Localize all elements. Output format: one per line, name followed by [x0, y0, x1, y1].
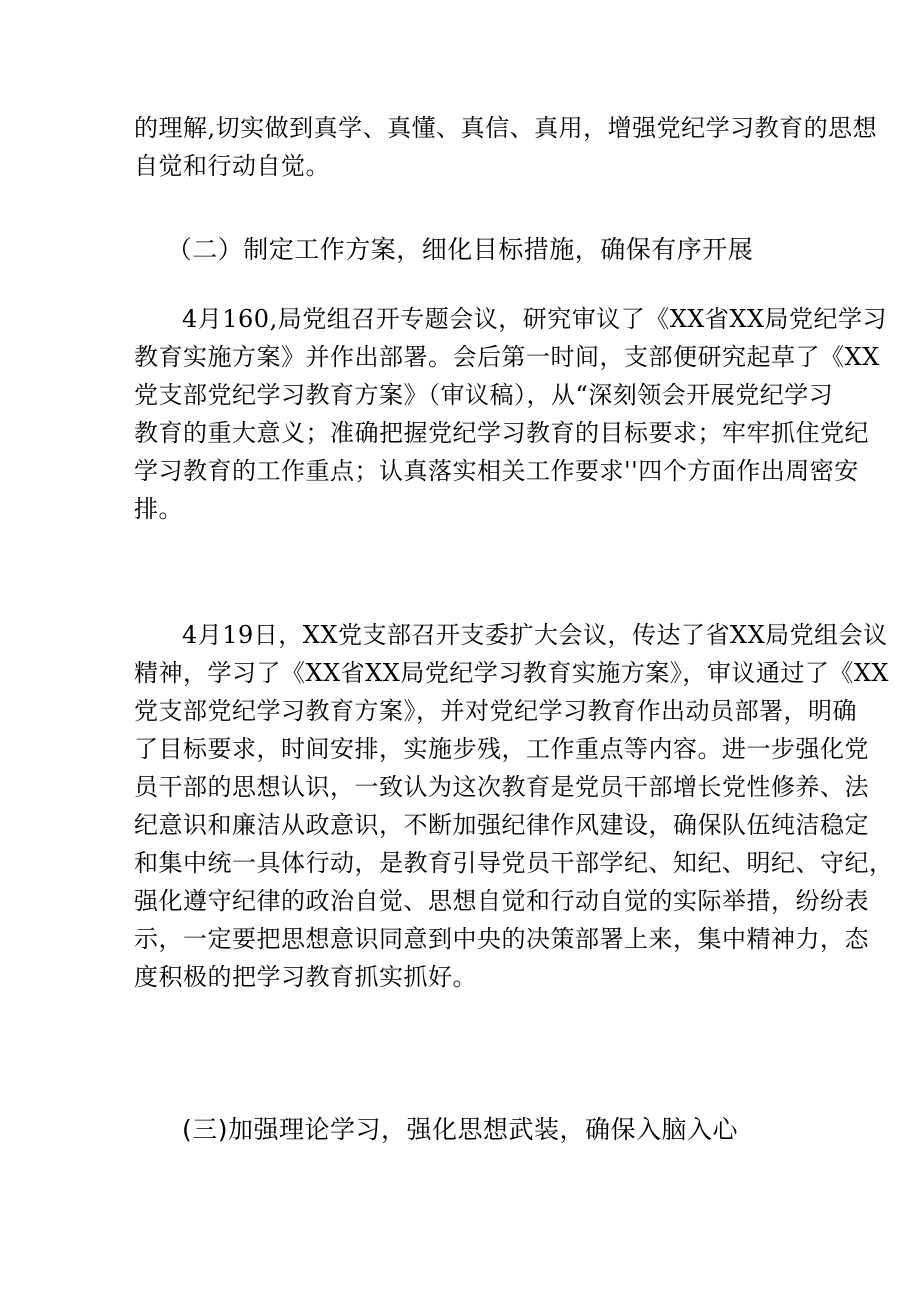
paragraph-line: 了目标要求，时间安排，实施步残，工作重点等内容。进一步强化党 [134, 735, 869, 763]
paragraph-line: 示，一定要把思想意识同意到中央的决策部署上来，集中精神力，态 [134, 925, 869, 953]
paragraph-line: 的理解,切实做到真学、真懂、真信、真用，增强党纪学习教育的思想 [134, 114, 878, 142]
paragraph-line: 4月160,局党组召开专题会议，研究审议了《XX省XX局党纪学习 [182, 305, 888, 333]
paragraph-line: 排。 [134, 495, 183, 523]
paragraph-line: 教育的重大意义；准确把握党纪学习教育的目标要求；牢牢抓住党纪 [134, 419, 869, 447]
section-heading-two: （二）制定工作方案，细化目标措施，确保有序开展 [166, 235, 754, 264]
paragraph-intro [134, 109, 878, 185]
paragraph-line: 强化遵守纪律的政治自觉、思想自觉和行动自觉的实际举措，纷纷表 [134, 887, 869, 915]
paragraph-line: 党支部党纪学习教育方案》，并对党纪学习教育作出动员部署，明确 [134, 697, 857, 725]
paragraph-line: 教育实施方案》并作出部署。会后第一时间，支部便研究起草了《XX [134, 343, 880, 371]
paragraph-meeting-april-19 [134, 616, 894, 996]
paragraph-line: 和集中统一具体行动，是教育引导党员干部学纪、知纪、明纪、守纪， [134, 849, 894, 877]
paragraph-line: 精神，学习了《XX省XX局党纪学习教育实施方案》，审议通过了《XX [134, 659, 890, 687]
paragraph-meeting-april-16 [134, 300, 888, 528]
paragraph-line: 度积极的把学习教育抓实抓好。 [134, 963, 477, 991]
paragraph-line: 员干部的思想认识，一致认为这次教育是党员干部增长党性修养、法 [134, 773, 869, 801]
paragraph-line: 党支部党纪学习教育方案》（审议稿），从“深刻领会开展党纪学习 [134, 381, 834, 409]
paragraph-line: 学习教育的工作重点；认真落实相关工作要求''四个方面作出周密安 [134, 457, 859, 485]
paragraph-line: 纪意识和廉洁从政意识，不断加强纪律作风建设，确保队伍纯洁稳定 [134, 811, 869, 839]
paragraph-line: 4月19日，XX党支部召开支委扩大会议，传达了省XX局党组会议 [182, 621, 888, 649]
paragraph-line: 自觉和行动自觉。 [134, 152, 330, 180]
section-heading-three: (三)加强理论学习，强化思想武装，确保入脑入心 [181, 1115, 738, 1144]
